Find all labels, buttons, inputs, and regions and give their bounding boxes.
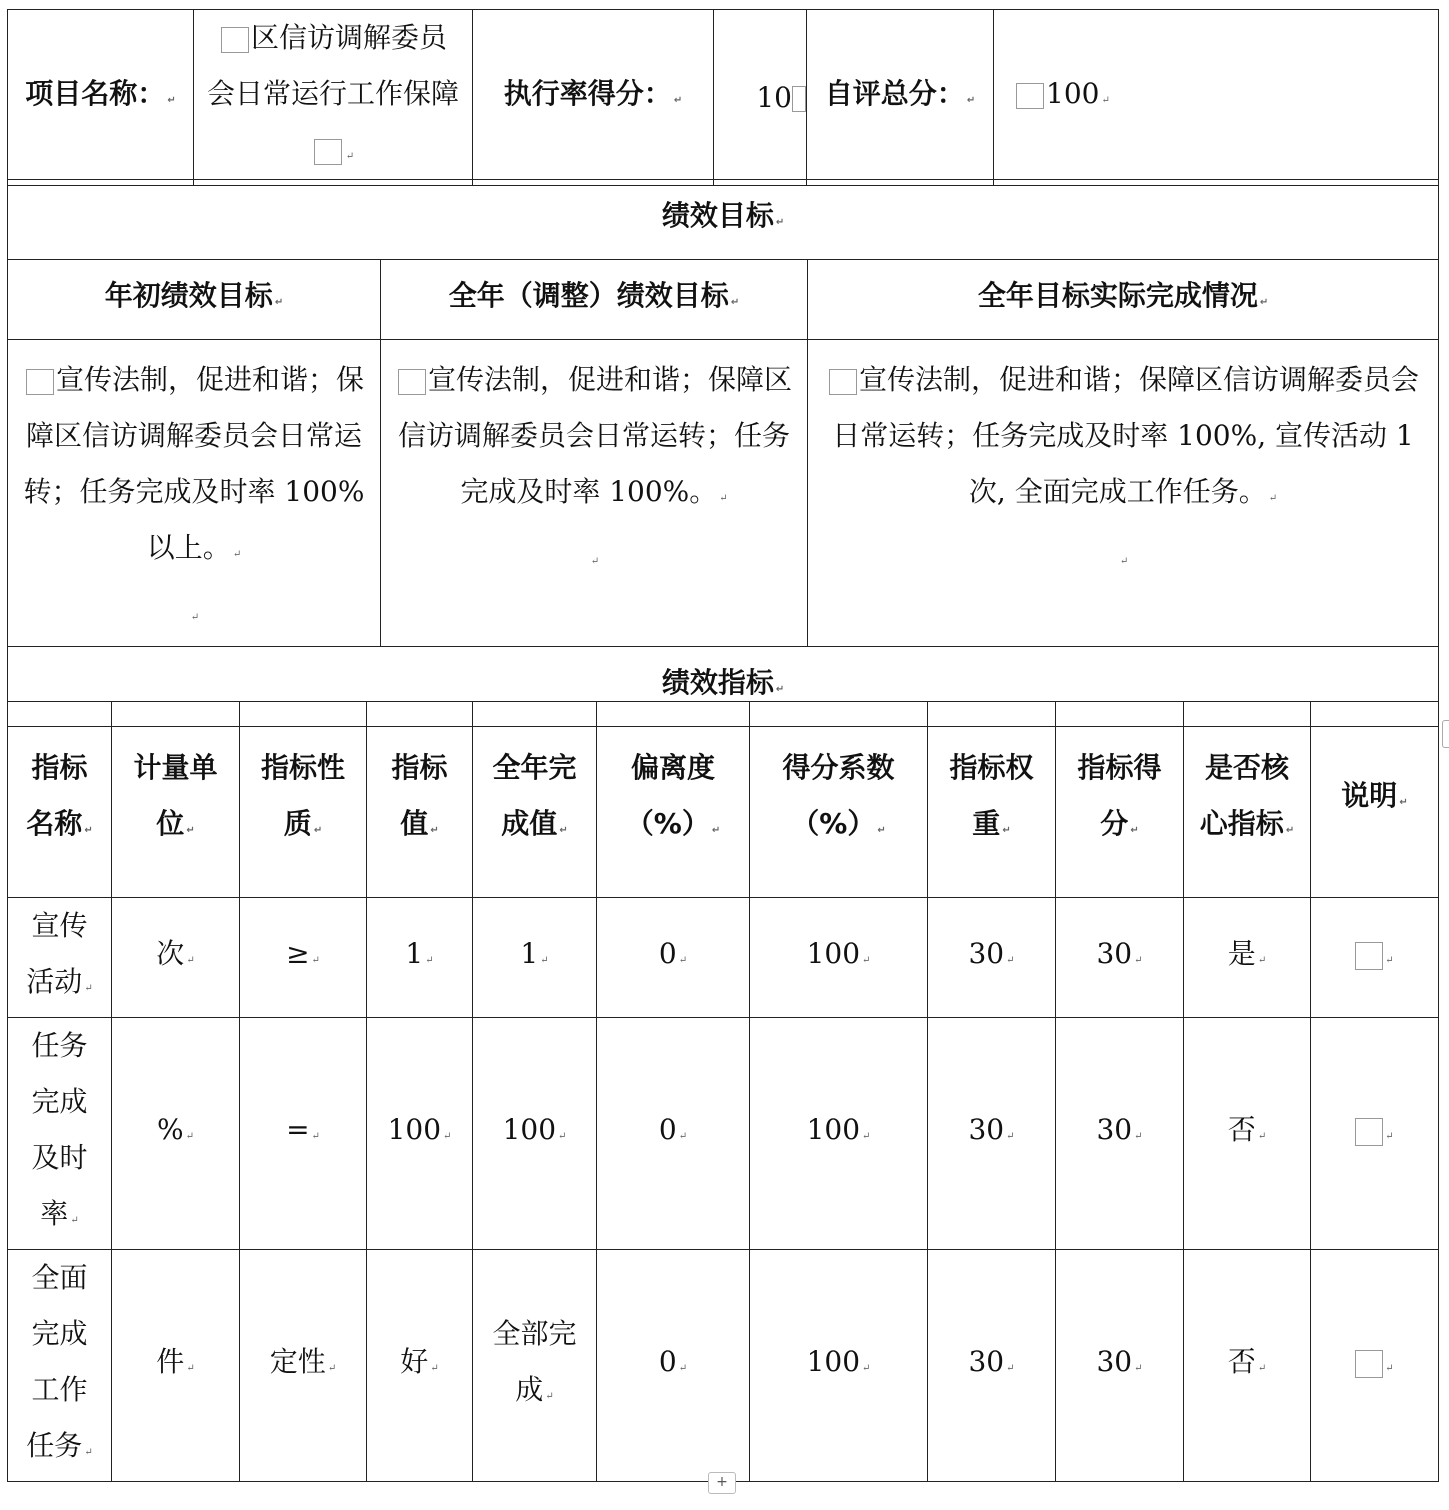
performance-indicators-table <box>7 701 1439 1482</box>
col-header-score: 指标得分 ↵ <box>1056 702 1184 898</box>
cell-name[interactable]: 任务完成及时率 ↵ <box>8 1018 112 1250</box>
col-header-target: 指标值 ↵ <box>367 702 473 898</box>
table-row <box>8 1018 1439 1250</box>
col-header-unit: 计量单位 ↵ <box>112 702 240 898</box>
cell-core[interactable]: 否 ↵ <box>1184 1018 1311 1250</box>
indicators-header-row <box>8 702 1439 898</box>
placeholder-box <box>1355 1350 1383 1378</box>
self-total-value[interactable]: 100 ↵ <box>994 10 1439 186</box>
cell-score[interactable]: 30 ↵ <box>1056 1018 1184 1250</box>
cell-actual[interactable]: 100 ↵ <box>473 1018 597 1250</box>
cell-deviation[interactable]: 0 ↵ <box>597 898 750 1018</box>
add-row-button[interactable]: + <box>708 1472 736 1494</box>
col-header-nature: 指标性质 ↵ <box>240 702 367 898</box>
cell-score[interactable]: 30 ↵ <box>1056 1250 1184 1482</box>
cell-coefficient[interactable]: 100 ↵ <box>750 1250 928 1482</box>
col-header-name: 指标名称 ↵ <box>8 702 112 898</box>
cell-score[interactable]: 30 ↵ <box>1056 898 1184 1018</box>
cell-target[interactable]: 好 ↵ <box>367 1250 473 1482</box>
cell-coefficient[interactable]: 100 ↵ <box>750 1018 928 1250</box>
cell-actual[interactable]: 全部完成 ↵ <box>473 1250 597 1482</box>
scroll-handle[interactable] <box>1442 720 1449 748</box>
cell-nature[interactable]: 定性 ↵ <box>240 1250 367 1482</box>
exec-rate-value[interactable]: 10 <box>714 10 807 186</box>
cell-weight[interactable]: 30 ↵ <box>928 1250 1056 1482</box>
cell-nature[interactable]: = ↵ <box>240 1018 367 1250</box>
placeholder-box <box>1355 942 1383 970</box>
cell-unit[interactable]: % ↵ <box>112 1018 240 1250</box>
cell-core[interactable]: 否 ↵ <box>1184 1250 1311 1482</box>
goals-col-initial: 年初绩效目标 ↵ <box>8 260 381 340</box>
cell-weight[interactable]: 30 ↵ <box>928 1018 1056 1250</box>
project-header-table <box>7 9 1439 186</box>
table-row <box>8 1250 1439 1482</box>
cell-coefficient[interactable]: 100 ↵ <box>750 898 928 1018</box>
goals-section-title: 绩效目标 ↵ <box>8 180 1439 260</box>
goals-adjusted-text[interactable]: 宣传法制，促进和谐；保障区信访调解委员会日常运转；任务完成及时率 100%。 ↵ ↵ <box>381 340 808 647</box>
cell-note[interactable]: ↵ <box>1311 898 1439 1018</box>
indicators-section-title: 绩效指标 ↵ <box>8 647 1439 727</box>
cell-note[interactable]: ↵ <box>1311 1250 1439 1482</box>
cell-actual[interactable]: 1 ↵ <box>473 898 597 1018</box>
col-header-actual: 全年完成值 ↵ <box>473 702 597 898</box>
self-total-label: 自评总分： ↵ <box>807 10 994 186</box>
cell-unit[interactable]: 次 ↵ <box>112 898 240 1018</box>
performance-goals-table <box>7 179 1439 727</box>
cell-weight[interactable]: 30 ↵ <box>928 898 1056 1018</box>
col-header-core: 是否核心指标 ↵ <box>1184 702 1311 898</box>
goals-col-actual: 全年目标实际完成情况 ↵ <box>808 260 1439 340</box>
cell-name[interactable]: 宣传活动 ↵ <box>8 898 112 1018</box>
col-header-note: 说明 ↵ <box>1311 702 1439 898</box>
goals-actual-text[interactable]: 宣传法制，促进和谐；保障区信访调解委员会日常运转；任务完成及时率 100%, 宣传活动 1 次, 全面完成工作任务。 ↵ ↵ <box>808 340 1439 647</box>
goals-col-adjusted: 全年（调整）绩效目标 ↵ <box>381 260 808 340</box>
table-row <box>8 898 1439 1018</box>
cell-unit[interactable]: 件 ↵ <box>112 1250 240 1482</box>
col-header-coefficient: 得分系数（%） ↵ <box>750 702 928 898</box>
col-header-deviation: 偏离度（%） ↵ <box>597 702 750 898</box>
cell-name[interactable]: 全面完成工作任务 ↵ <box>8 1250 112 1482</box>
cell-deviation[interactable]: 0 ↵ <box>597 1250 750 1482</box>
cell-core[interactable]: 是 ↵ <box>1184 898 1311 1018</box>
cell-note[interactable]: ↵ <box>1311 1018 1439 1250</box>
col-header-weight: 指标权重 ↵ <box>928 702 1056 898</box>
project-name-label: 项目名称： ↵ <box>8 10 194 186</box>
placeholder-box <box>1355 1118 1383 1146</box>
exec-rate-label: 执行率得分： ↵ <box>473 10 714 186</box>
cell-target[interactable]: 100 ↵ <box>367 1018 473 1250</box>
cell-deviation[interactable]: 0 ↵ <box>597 1018 750 1250</box>
cell-target[interactable]: 1 ↵ <box>367 898 473 1018</box>
goals-initial-text[interactable]: 宣传法制，促进和谐；保障区信访调解委员会日常运转；任务完成及时率 100%以上。 ↵ ↵ <box>8 340 381 647</box>
project-name-value[interactable]: 区信访调解委员会日常运行工作保障↵ <box>194 10 473 186</box>
cell-nature[interactable]: ≥ ↵ <box>240 898 367 1018</box>
